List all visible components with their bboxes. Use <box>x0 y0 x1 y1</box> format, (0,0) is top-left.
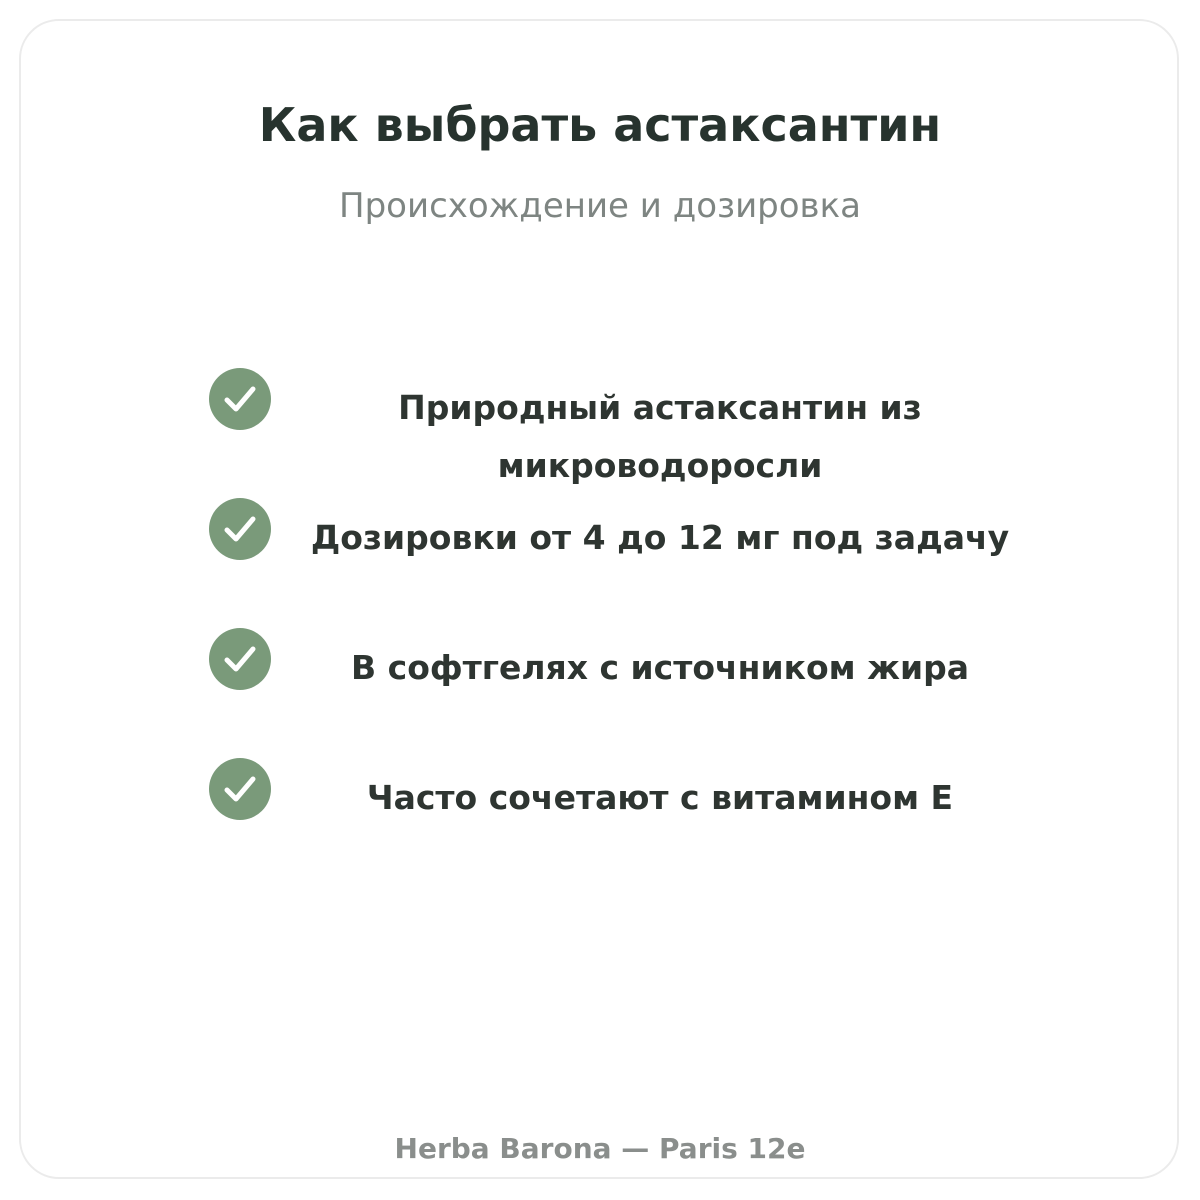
checklist-item-text: В софтгелях с источником жира <box>351 648 969 687</box>
check-circle-icon <box>209 368 271 430</box>
checklist-item-text: Природный астаксантин из микроводоросли <box>398 388 922 485</box>
checklist-item-text: Часто сочетают с витамином E <box>366 778 954 817</box>
footer-brand: Herba Barona — Paris 12e <box>394 1132 806 1165</box>
page-subtitle: Происхождение и дозировка <box>339 186 861 226</box>
check-circle-icon <box>209 498 271 560</box>
checklist-item-text: Дозировки от 4 до 12 мг под задачу <box>310 518 1010 557</box>
check-circle-icon <box>209 758 271 820</box>
page-title: Как выбрать астаксантин <box>258 98 942 152</box>
check-circle-icon <box>209 628 271 690</box>
